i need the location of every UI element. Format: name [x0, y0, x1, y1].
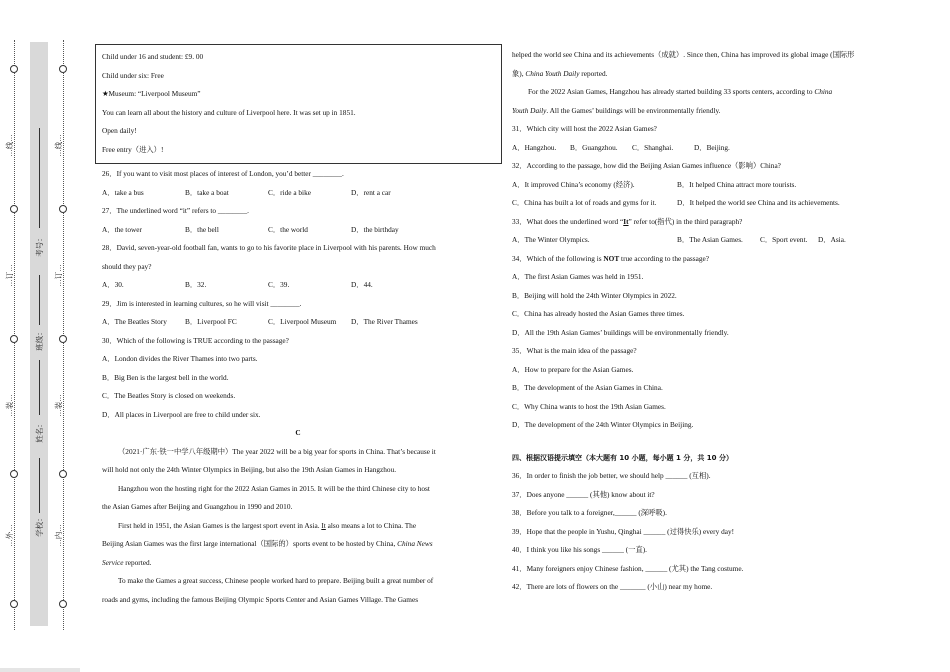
- notice-line: Child under six: Free: [102, 70, 164, 80]
- option[interactable]: C．China has built a lot of roads and gyms for it.: [512, 198, 657, 207]
- text-run: For the 2022 Asian Games, Hangzhou has already started building 33 sports centers, according to: [528, 87, 815, 96]
- class-label: 班级：: [34, 328, 44, 351]
- text-run: ” refer to(指代) in the third paragraph?: [628, 216, 743, 226]
- binding-mark: …外…: [4, 524, 14, 547]
- binding-mark: …装…: [53, 394, 63, 417]
- name-label: 姓名：: [34, 420, 44, 443]
- text-run: reported.: [579, 68, 608, 78]
- text-run: 33．What does the underlined word “: [512, 216, 624, 226]
- passage-line: helped the world see China and its achievements（成就）. Since then, China has improved its global image (国际形: [512, 50, 855, 59]
- text-run: Beijing Asian Games was the first large international（国际的）sports event to be hosted by China,: [102, 539, 398, 548]
- fill-question[interactable]: 36．In order to finish the job better, we should help ______ (互相).: [512, 471, 711, 480]
- text-run: . All the Games’ buildings will be environmentally friendly.: [546, 105, 721, 115]
- option[interactable]: A．It improved China’s economy (经济).: [512, 179, 635, 189]
- binding-circle: [10, 470, 18, 478]
- text-run: First held in 1951, the Asian Games is the largest sport event in Asia.: [118, 520, 322, 530]
- question-stem: [512, 250, 902, 269]
- source-name: Youth Daily: [512, 105, 547, 115]
- notice-line: ★Museum: “Liverpool Museum”: [102, 89, 201, 98]
- option[interactable]: C．the world: [268, 224, 308, 234]
- binding-circle: [10, 600, 18, 608]
- passage-line: roads and gyms, including the famous Beijing Olympic Sports Center and Asian Games Village. The Games: [102, 594, 419, 604]
- option[interactable]: B．Guangzhou.: [570, 142, 618, 152]
- source-name: China News: [397, 539, 433, 548]
- binding-circle: [59, 470, 67, 478]
- text-run: 34．Which of the following is: [512, 253, 604, 263]
- notice-line: You can learn all about the history and culture of Liverpool here. It was set up in 1851.: [102, 107, 356, 117]
- binding-mark: …装…: [4, 394, 14, 417]
- question-stem: [512, 213, 902, 232]
- option[interactable]: A．The first Asian Games was held in 1951.: [512, 272, 644, 281]
- underlined-word: It: [623, 216, 629, 226]
- option[interactable]: D．the birthday: [351, 224, 399, 234]
- notice-line: Free entry（进入）!: [102, 144, 164, 154]
- question-stem: 31．Which city will host the 2022 Asian Games?: [512, 124, 657, 133]
- option[interactable]: B．Big Ben is the largest bell in the world.: [102, 372, 229, 382]
- option[interactable]: B．32.: [185, 280, 207, 289]
- passage-line: [102, 535, 494, 554]
- text-run: also means a lot to China. The: [325, 520, 417, 530]
- option[interactable]: B．The development of the Asian Games in China.: [512, 383, 663, 392]
- question-stem: 27．The underlined word “it” refers to ________.: [102, 206, 249, 215]
- passage-line: will hold not only the 24th Winter Olympics in Beijing, but also the 19th Asian Games in Hangzhou.: [102, 465, 397, 474]
- binding-mark: …订…: [4, 264, 14, 287]
- right-column: [512, 46, 902, 597]
- option[interactable]: B．the bell: [185, 224, 219, 234]
- fill-question[interactable]: 37．Does anyone ______ (其他) know about it?: [512, 489, 655, 499]
- passage-line: [102, 554, 494, 573]
- name-blank: [39, 360, 40, 415]
- option[interactable]: C．Liverpool Museum: [268, 317, 337, 326]
- fill-question[interactable]: 39．Hope that the people in Yushu, Qinghai ______ (过得快乐) every day!: [512, 526, 735, 536]
- binding-mark: …内…: [53, 524, 63, 547]
- passage-line: To make the Games a great success, Chinese people worked hard to prepare. Beijing built a great number of: [118, 576, 434, 585]
- option-row: [512, 139, 902, 158]
- option[interactable]: D．The River Thames: [351, 317, 418, 326]
- question-stem: 30．Which of the following is TRUE according to the passage?: [102, 335, 289, 345]
- option[interactable]: D．Beijing.: [694, 142, 730, 152]
- passage-line: [512, 102, 902, 121]
- binding-circle: [10, 65, 18, 73]
- option[interactable]: D．It helped the world see China and its achievements.: [677, 198, 840, 207]
- binding-mark: …订…: [53, 264, 63, 287]
- source-name: China Youth Daily: [525, 68, 580, 78]
- passage-line: the Asian Games after Beijing and Guangzhou in 1990 and 2010.: [102, 502, 293, 511]
- passage-line: Hangzhou won the hosting right for the 2022 Asian Games in 2015. It will be the third Chinese city to host: [118, 483, 430, 493]
- option[interactable]: B．The Asian Games.: [677, 235, 743, 244]
- binding-margin: [0, 40, 80, 630]
- left-column: [102, 165, 494, 609]
- option[interactable]: C．Shanghai.: [632, 142, 674, 152]
- notice-line: Child under 16 and student: £9. 00: [102, 52, 204, 61]
- notice-line: Open daily!: [102, 126, 137, 135]
- fill-question[interactable]: 42．There are lots of flowers on the _______ (小山) near my home.: [512, 582, 713, 591]
- passage-label: C: [295, 428, 301, 437]
- spacer: [512, 435, 902, 449]
- binding-circle: [59, 65, 67, 73]
- binding-circle: [10, 205, 18, 213]
- option[interactable]: C．Why China wants to host the 19th Asian Games.: [512, 401, 666, 411]
- passage-line: （2021·广东·铁一中学八年级期中）The year 2022 will be a big year for sports in China. That’s because it: [118, 446, 436, 456]
- text-run: 象),: [512, 68, 526, 78]
- fill-question[interactable]: 41．Many foreigners enjoy Chinese fashion, ______ (尤其) the Tang costume.: [512, 563, 744, 573]
- class-blank: [39, 275, 40, 325]
- passage-line: [512, 65, 902, 84]
- notice-text: [102, 48, 492, 159]
- question-stem: should they pay?: [102, 261, 152, 271]
- option[interactable]: A．take a bus: [102, 187, 144, 197]
- option[interactable]: D．All places in Liverpool are free to child under six.: [102, 409, 261, 419]
- passage-line: [102, 517, 494, 536]
- source-name: China: [814, 87, 833, 96]
- fill-question[interactable]: 38．Before you talk to a foreigner,______ (深呼吸).: [512, 508, 667, 517]
- binding-mark: …线…: [53, 134, 63, 157]
- school-label: 学校：: [34, 514, 44, 537]
- source-name: Service: [102, 557, 124, 567]
- option[interactable]: C．The Beatles Story is closed on weekends.: [102, 391, 236, 400]
- option[interactable]: D．Asia.: [818, 235, 846, 244]
- binding-circle: [10, 335, 18, 343]
- binding-circle: [59, 205, 67, 213]
- option[interactable]: D．44.: [351, 280, 373, 289]
- section-heading: 四、根据汉语提示填空（本大题有 10 小题，每小题 1 分，共 10 分）: [512, 453, 733, 462]
- question-stem: 32．According to the passage, how did the Beijing Asian Games influence（影响）China?: [512, 161, 781, 170]
- option[interactable]: B．Liverpool FC: [185, 317, 237, 326]
- school-blank: [39, 458, 40, 513]
- option[interactable]: C．ride a bike: [268, 187, 311, 197]
- option-row: [512, 231, 902, 250]
- passage-line: [512, 83, 902, 102]
- binding-circle: [59, 600, 67, 608]
- text-run: reported.: [123, 557, 152, 567]
- binding-circle: [59, 335, 67, 343]
- option[interactable]: C．China has already hosted the Asian Games three times.: [512, 309, 685, 318]
- question-stem: 35．What is the main idea of the passage?: [512, 346, 637, 355]
- option-row: [102, 313, 494, 332]
- option[interactable]: A．Hangzhou.: [512, 142, 557, 152]
- option-row: [512, 176, 902, 195]
- question-stem: 28．David, seven-year-old football fan, wants to go to his favorite place in Liverpool with his parents. How much: [102, 243, 436, 252]
- text-run: true according to the passage?: [619, 253, 709, 263]
- option[interactable]: D．The development of the 24th Winter Olympics in Beijing.: [512, 420, 694, 429]
- id-blank: [39, 128, 40, 228]
- option[interactable]: A．How to prepare for the Asian Games.: [512, 364, 634, 374]
- option[interactable]: C．Sport event.: [760, 235, 808, 244]
- option[interactable]: D．All the 19th Asian Games’ buildings will be environmentally friendly.: [512, 327, 729, 337]
- id-label: 考号：: [34, 234, 44, 257]
- fill-question[interactable]: 40．I think you like his songs ______ (一直).: [512, 545, 647, 554]
- option-row: [102, 184, 494, 203]
- question-stem: 29．Jim is interested in learning cultures, so he will visit ________.: [102, 298, 302, 308]
- option[interactable]: A．The Beatles Story: [102, 317, 167, 326]
- option[interactable]: C．39.: [268, 280, 290, 289]
- option[interactable]: A．London divides the River Thames into two parts.: [102, 354, 258, 363]
- binding-mark: …线…: [4, 134, 14, 157]
- option[interactable]: B．take a boat: [185, 187, 229, 197]
- option[interactable]: D．rent a car: [351, 187, 391, 197]
- underlined-word: It: [321, 520, 326, 530]
- question-stem: 26．If you want to visit most places of interest of London, you’d better ________.: [102, 169, 344, 178]
- option-row: [512, 194, 902, 213]
- option[interactable]: A．The Winter Olympics.: [512, 235, 590, 244]
- option[interactable]: B．Beijing will hold the 24th Winter Olympics in 2022.: [512, 290, 677, 300]
- page-footer-bar: [0, 668, 80, 672]
- emphasis-word: NOT: [603, 253, 620, 263]
- option[interactable]: A．the tower: [102, 224, 142, 234]
- option-row: [102, 276, 494, 295]
- option[interactable]: A．30.: [102, 280, 124, 289]
- option-row: [102, 221, 494, 240]
- option[interactable]: B．It helped China attract more tourists.: [677, 179, 797, 189]
